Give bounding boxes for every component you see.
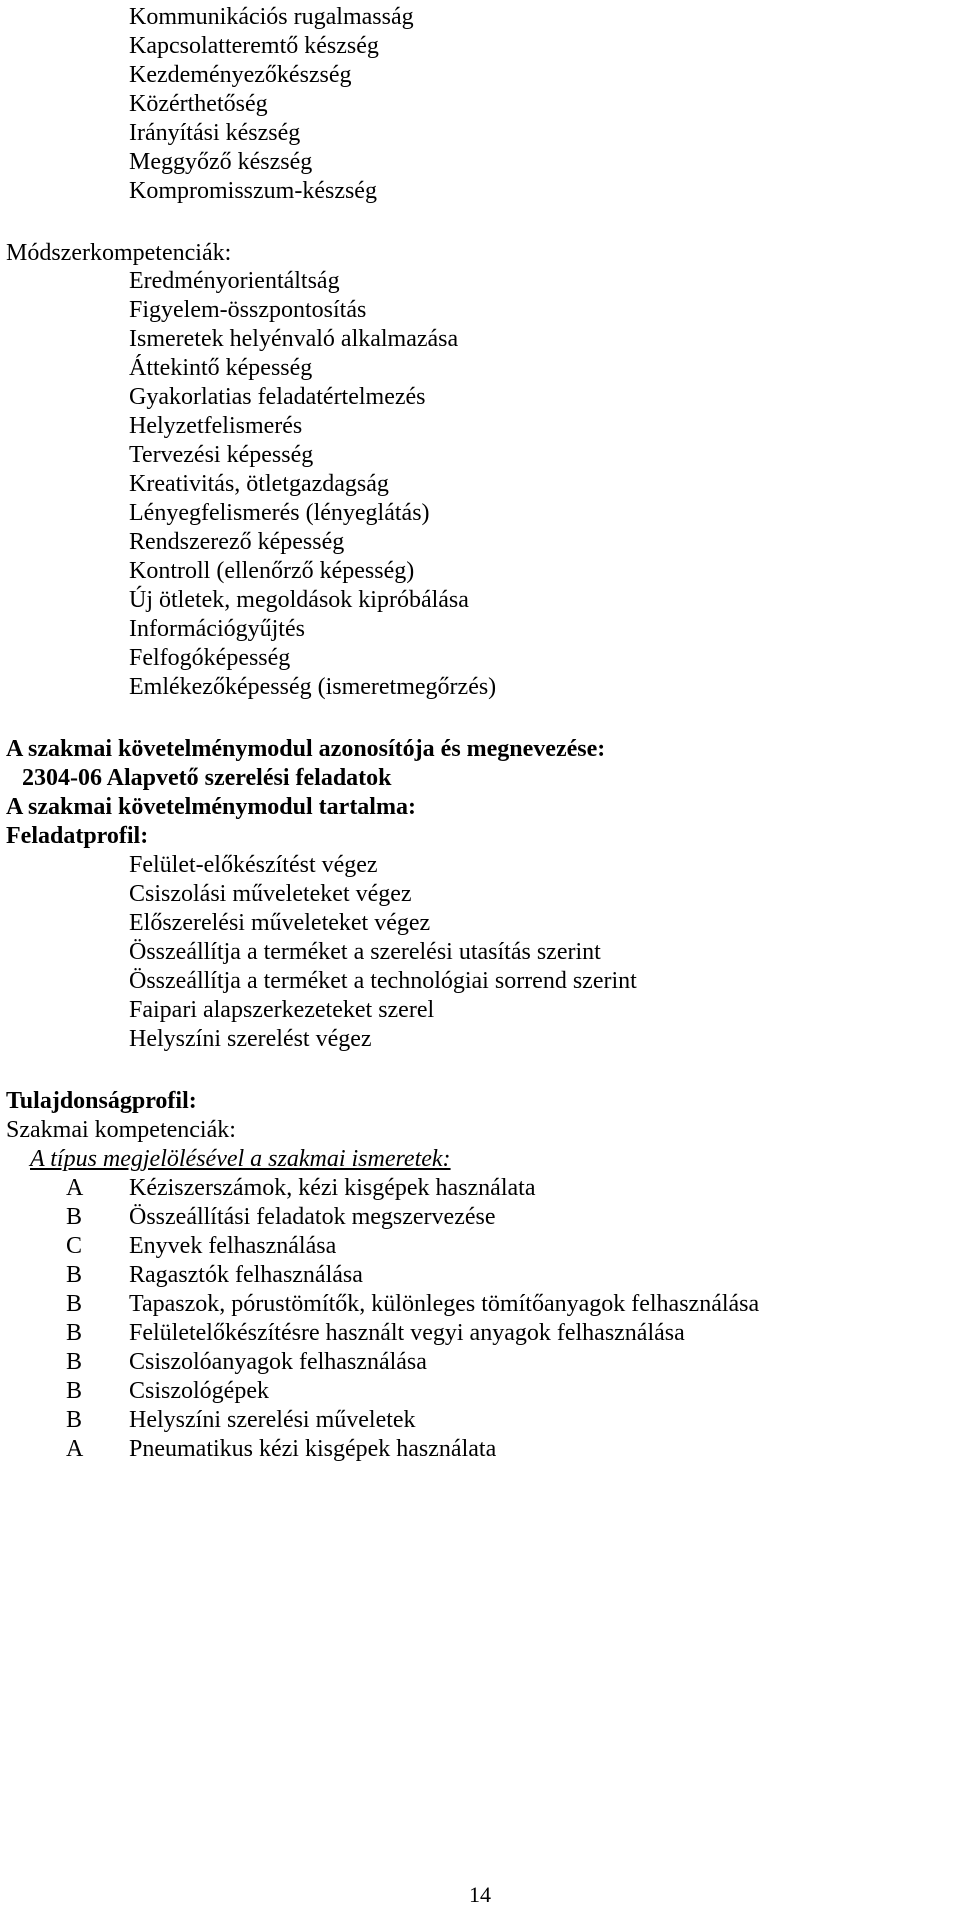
module-id-value: 2304-06 Alapvető szerelési feladatok [22,765,392,791]
module-id-heading: A szakmai követelménymodul azonosítója és megnevezése: [6,736,606,762]
list-item: Ismeretek helyénvaló alkalmazása [129,326,459,352]
type-letter: B [66,1204,83,1230]
list-item: Felfogóképesség [129,645,291,671]
list-item: Tervezési képesség [129,442,314,468]
list-item: Információgyűjtés [129,616,305,642]
list-item: Kapcsolatteremtő készség [129,33,379,59]
competency-text: Enyvek felhasználása [129,1233,337,1259]
type-letter: B [66,1407,83,1433]
task-item: Faipari alapszerkezeteket szerel [129,997,435,1023]
list-item: Rendszerező képesség [129,529,345,555]
task-item: Felület-előkészítést végez [129,852,378,878]
task-item: Helyszíni szerelést végez [129,1026,372,1052]
type-letter: B [66,1262,83,1288]
page-number: 14 [469,1882,491,1907]
competency-text: Ragasztók felhasználása [129,1262,363,1288]
list-item: Kompromisszum-készség [129,178,377,204]
type-letter: B [66,1291,83,1317]
type-letter: A [66,1175,84,1201]
competency-text: Csiszológépek [129,1378,269,1404]
type-letter: C [66,1233,83,1259]
type-letter: B [66,1378,83,1404]
task-profile-heading: Feladatprofil: [6,823,149,849]
list-item: Áttekintő képesség [129,355,313,381]
module-content-heading: A szakmai követelménymodul tartalma: [6,794,416,820]
competency-text: Helyszíni szerelési műveletek [129,1407,416,1433]
type-letter: B [66,1349,83,1375]
list-item: Közérthetőség [129,91,268,117]
competency-text: Csiszolóanyagok felhasználása [129,1349,427,1375]
list-item: Figyelem-összpontosítás [129,297,367,323]
competency-text: Felületelőkészítésre használt vegyi anyagok felhasználása [129,1320,685,1346]
list-item: Gyakorlatias feladatértelmezés [129,384,426,410]
type-note: A típus megjelölésével a szakmai ismeretek: [30,1146,451,1172]
list-item: Meggyőző készség [129,149,313,175]
list-item: Lényegfelismerés (lényeglátás) [129,500,430,526]
professional-competencies-heading: Szakmai kompetenciák: [6,1117,236,1143]
list-item: Kreativitás, ötletgazdagság [129,471,389,497]
list-item: Kontroll (ellenőrző képesség) [129,558,415,584]
task-item: Összeállítja a terméket a technológiai sorrend szerint [129,968,637,994]
list-item: Kezdeményezőkészség [129,62,352,88]
task-item: Csiszolási műveleteket végez [129,881,412,907]
list-item: Új ötletek, megoldások kipróbálása [129,587,469,613]
section-heading-method: Módszerkompetenciák: [6,240,232,266]
competency-text: Tapaszok, pórustömítők, különleges tömítőanyagok felhasználása [129,1291,760,1317]
type-letter: B [66,1320,83,1346]
competency-text: Összeállítási feladatok megszervezése [129,1204,496,1230]
property-profile-heading: Tulajdonságprofil: [6,1088,197,1114]
competency-text: Pneumatikus kézi kisgépek használata [129,1436,497,1462]
list-item: Emlékezőképesség (ismeretmegőrzés) [129,674,497,700]
list-item: Irányítási készség [129,120,301,146]
type-letter: A [66,1436,84,1462]
list-item: Helyzetfelismerés [129,413,303,439]
list-item: Eredményorientáltság [129,268,340,294]
list-item: Kommunikációs rugalmasság [129,4,414,30]
task-item: Összeállítja a terméket a szerelési utasítás szerint [129,939,601,965]
task-item: Előszerelési műveleteket végez [129,910,431,936]
competency-text: Kéziszerszámok, kézi kisgépek használata [129,1175,536,1201]
